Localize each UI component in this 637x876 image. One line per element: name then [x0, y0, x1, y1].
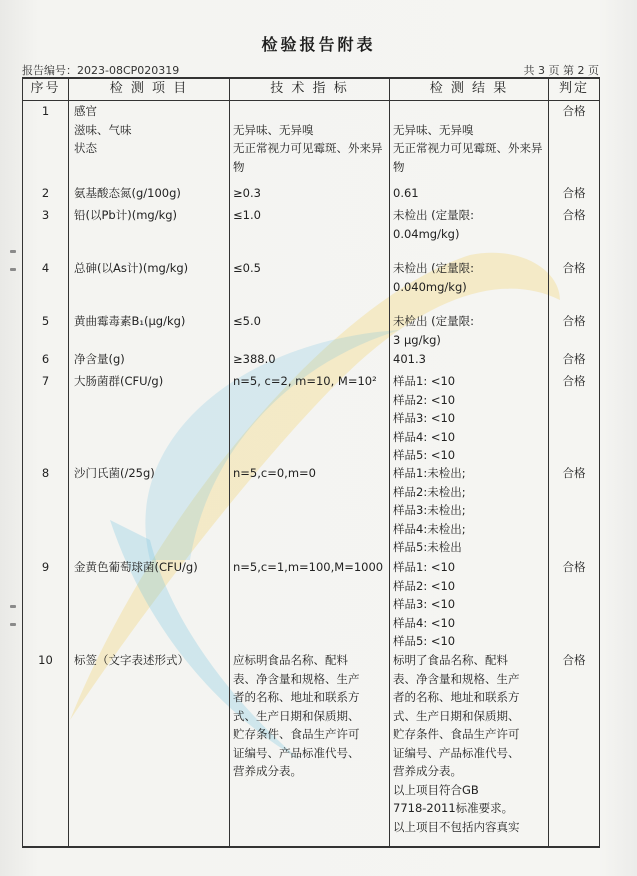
header-item: 检 测 项 目 [109, 81, 189, 96]
table-header-divider [22, 100, 600, 101]
row-verdict: 合格 [562, 466, 586, 480]
row-item [74, 102, 226, 158]
result-line: 0.040mg/kg) [393, 279, 467, 294]
row-item: 净含量(g) [74, 352, 125, 366]
result-line: 0.04mg/kg) [393, 226, 460, 241]
page-title: 检验报告附表 [261, 35, 376, 54]
row-verdict: 合格 [562, 352, 586, 366]
row-verdict: 合格 [562, 653, 586, 667]
row-index: 3 [41, 208, 50, 222]
row-result [393, 464, 547, 557]
result-line: 样品1: <10 [393, 560, 456, 574]
row-verdict: 合格 [562, 314, 586, 328]
row-index: 7 [41, 374, 50, 388]
row-index: 6 [41, 352, 50, 366]
result-line: 式、生产日期和保质期、 [393, 708, 520, 723]
row-index: 4 [41, 261, 50, 275]
row-item: 标签（文字表述形式） [74, 653, 189, 667]
column-divider [68, 77, 69, 847]
row-result [393, 312, 547, 349]
spec-line: 营养成分表。 [233, 764, 302, 778]
result-line: 者的名称、地址和联系方 [393, 690, 520, 704]
result-line: 样品3: <10 [393, 411, 456, 425]
binding-mark [10, 268, 16, 271]
row-spec [233, 651, 387, 781]
result-line: 未检出 (定量限: [393, 314, 475, 328]
spec-line: 者的名称、地址和联系方 [233, 690, 360, 704]
row-verdict: 合格 [562, 261, 586, 275]
result-line: 未检出 (定量限: [393, 261, 475, 275]
result-line: 标明了食品名称、配料 [393, 653, 508, 667]
result-line: 样品2: <10 [393, 392, 456, 407]
row-result [393, 372, 547, 465]
row-item: 氨基酸态氮(g/100g) [74, 186, 181, 200]
result-line: 样品2:未检出; [393, 484, 466, 499]
result-line: 未检出 (定量限: [393, 208, 475, 222]
row-result [393, 558, 547, 651]
conclusion-line: 以上项目不包括内容真实 [393, 819, 520, 834]
table-border-right [599, 77, 600, 847]
item-appearance: 状态 [74, 141, 97, 155]
result-line: 样品3: <10 [393, 597, 456, 611]
row-verdict: 合格 [562, 560, 586, 574]
result-line: 样品4:未检出; [393, 521, 466, 536]
binding-mark [10, 623, 16, 626]
row-verdict: 合格 [562, 104, 586, 118]
spec-line: 表、净含量和规格、生产 [233, 671, 360, 686]
result-line: 样品1: <10 [393, 374, 456, 388]
row-item: 沙门氏菌(/25g) [74, 466, 155, 480]
spec-line: 式、生产日期和保质期、 [233, 708, 360, 723]
row-spec: ≤5.0 [233, 314, 261, 328]
result-line: 样品5:未检出 [393, 540, 462, 554]
header-result: 检 测 结 果 [429, 81, 509, 96]
row-spec: n=5,c=0,m=0 [233, 466, 316, 480]
row-item: 黄曲霉毒素B₁(μg/kg) [74, 314, 186, 328]
page-indicator: 共 3 页 第 2 页 [523, 64, 599, 77]
row-index: 10 [38, 653, 53, 667]
row-result [393, 259, 547, 296]
row-item: 金黄色葡萄球菌(CFU/g) [74, 560, 198, 574]
row-spec: ≤1.0 [233, 208, 261, 222]
row-item: 大肠菌群(CFU/g) [74, 374, 164, 388]
row-spec: n=5,c=1,m=100,M=1000 [233, 560, 384, 574]
item-taste-odor: 滋味、气味 [74, 122, 132, 137]
row-spec: 无正常视力可见霉斑、外来异物 [233, 141, 383, 174]
result-line: 样品5: <10 [393, 448, 456, 462]
row-verdict: 合格 [562, 374, 586, 388]
table-border-bottom [22, 846, 600, 848]
row-result [393, 651, 547, 836]
conclusion-line: 7718-2011标准要求。 [393, 801, 514, 815]
row-result: 401.3 [393, 352, 426, 366]
row-index: 9 [41, 560, 50, 574]
result-line: 贮存条件、食品生产许可 [393, 727, 520, 741]
report-number: 报告编号：2023-08CP020319 [22, 64, 180, 77]
result-line: 样品4: <10 [393, 615, 456, 630]
result-line: 3 μg/kg) [393, 332, 441, 347]
spec-line: 贮存条件、食品生产许可 [233, 727, 360, 741]
row-spec: ≥388.0 [233, 352, 276, 366]
result-line: 样品2: <10 [393, 578, 456, 593]
row-index: 2 [41, 186, 50, 200]
result-line: 样品3:未检出; [393, 503, 466, 517]
row-result [393, 206, 547, 243]
result-line: 证编号、产品标准代号、 [393, 745, 520, 760]
row-index: 1 [41, 104, 50, 118]
row-spec: n=5, c=2, m=10, M=10² [233, 374, 377, 388]
item-group-label: 感官 [74, 104, 97, 118]
header-verdict: 判定 [558, 81, 589, 96]
row-verdict: 合格 [562, 186, 586, 200]
result-line: 营养成分表。 [393, 764, 462, 778]
row-item: 总砷(以As计)(mg/kg) [74, 261, 189, 275]
header-index: 序号 [30, 81, 61, 96]
result-line: 样品4: <10 [393, 429, 456, 444]
row-index: 8 [41, 466, 50, 480]
row-result: 无正常视力可见霉斑、外来异物 [393, 141, 543, 174]
row-spec: ≤0.5 [233, 261, 261, 275]
column-divider [389, 77, 390, 847]
result-line: 样品5: <10 [393, 634, 456, 648]
column-divider [229, 77, 230, 847]
binding-mark [10, 250, 16, 253]
row-item: 铅(以Pb计)(mg/kg) [74, 208, 178, 222]
row-index: 5 [41, 314, 50, 328]
row-result: 0.61 [393, 186, 419, 200]
binding-mark [10, 605, 16, 608]
result-line: 表、净含量和规格、生产 [393, 671, 520, 686]
row-result: 无异味、无异嗅 [393, 122, 474, 137]
row-spec: ≥0.3 [233, 186, 261, 200]
header-spec: 技 术 指 标 [270, 81, 349, 96]
spec-line: 应标明食品名称、配料 [233, 653, 348, 667]
result-line: 以上项目符合GB [393, 782, 479, 797]
spec-line: 证编号、产品标准代号、 [233, 745, 360, 760]
result-line: 样品1:未检出; [393, 466, 466, 480]
row-spec: 无异味、无异嗅 [233, 122, 314, 137]
row-verdict: 合格 [562, 208, 586, 222]
